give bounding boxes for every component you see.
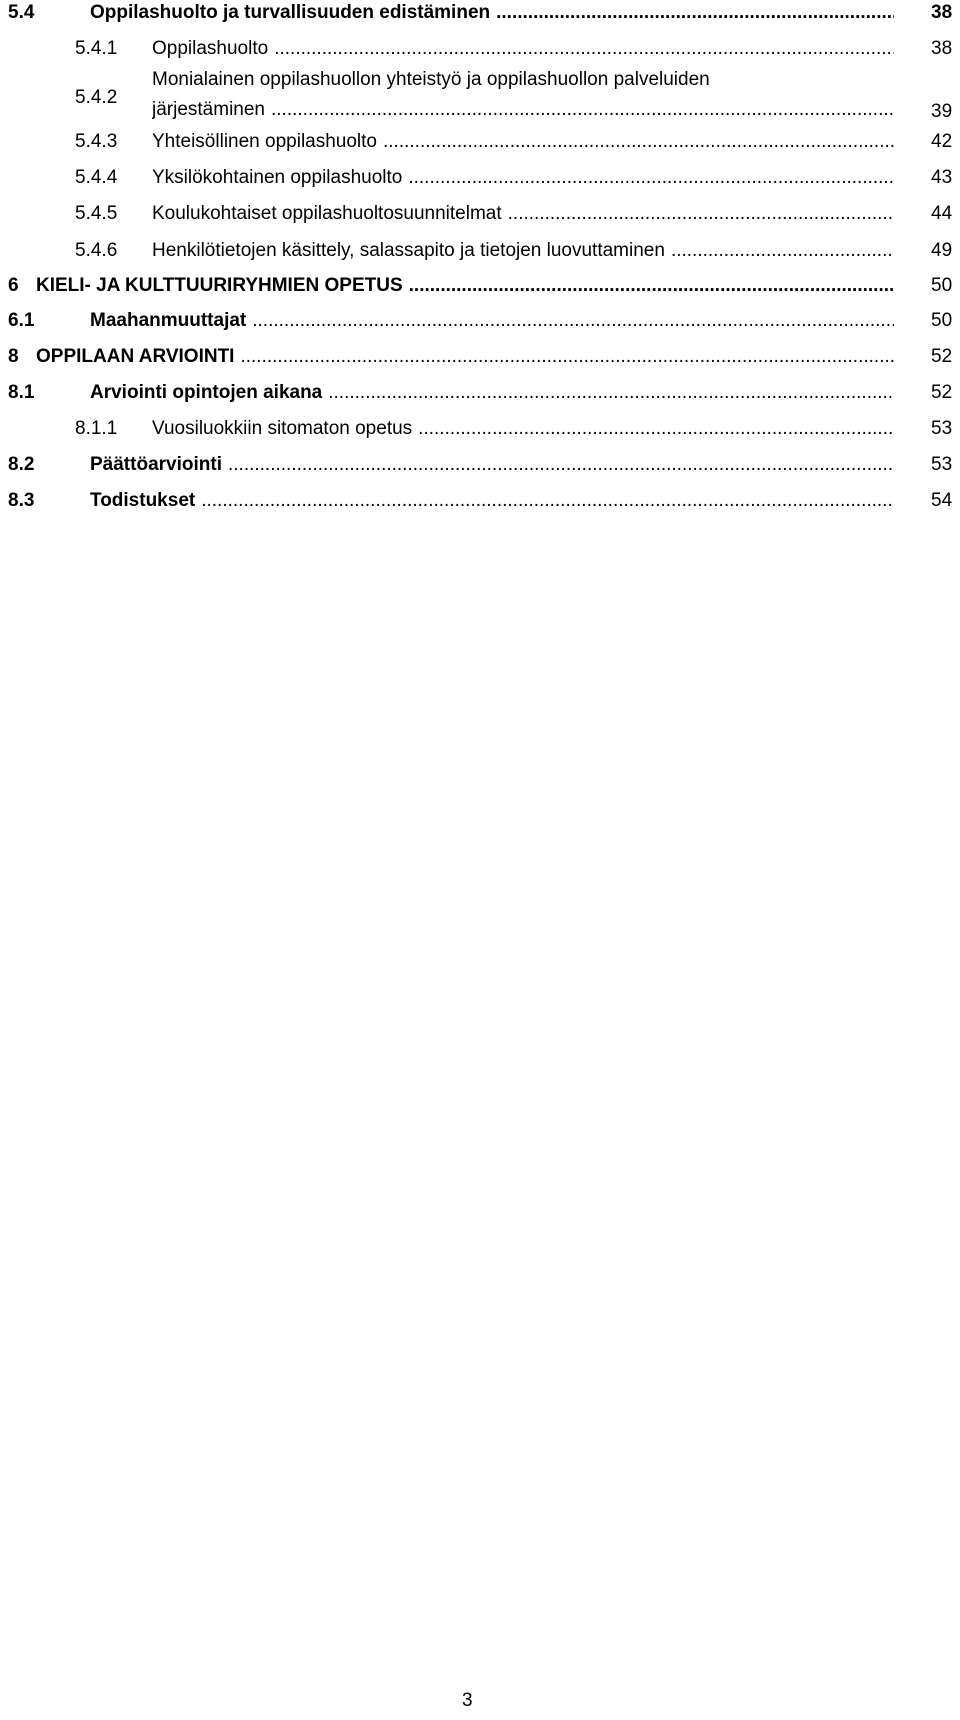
toc-entry-page: 44 xyxy=(931,203,953,224)
page-number-text: 3 xyxy=(462,1690,473,1711)
toc-entry-page: 49 xyxy=(931,240,953,261)
toc-entry[interactable] xyxy=(0,484,960,518)
toc-entry-page: 50 xyxy=(931,310,953,331)
toc-entry-title xyxy=(152,65,894,125)
toc-entry[interactable] xyxy=(0,65,960,129)
toc-entry[interactable] xyxy=(0,448,960,482)
toc-entry-page: 38 xyxy=(931,2,953,23)
toc-entry[interactable] xyxy=(0,234,960,268)
toc-entry-number: 8.2 xyxy=(8,454,35,475)
toc-entry-page: 53 xyxy=(931,454,953,475)
toc-entry-title: Arviointi opintojen aikana ..... xyxy=(90,376,894,410)
toc-entry-page: 42 xyxy=(931,131,953,152)
toc-entry-title: Päättöarviointi ..... xyxy=(90,448,894,482)
toc-entry-number: 5.4.4 xyxy=(75,167,118,188)
toc-entry-title-line1: Monialainen oppilashuollon yhteistyö ja oppilashuollon palveluiden xyxy=(152,69,710,90)
toc-entry-title: Yhteisöllinen oppilashuolto ..... xyxy=(152,125,894,159)
toc-entry[interactable] xyxy=(0,197,960,231)
toc-entry-title-line2: järjestäminen xyxy=(152,99,265,120)
toc-entry[interactable] xyxy=(0,161,960,195)
toc-entry-title: Todistukset ..... xyxy=(90,484,894,518)
toc-entry[interactable] xyxy=(0,269,960,303)
toc-entry-title: Henkilötietojen käsittely, salassapito ja tietojen luovuttaminen ..... xyxy=(152,234,894,268)
toc-entry-title: KIELI- JA KULTTUURIRYHMIEN OPETUS ..... xyxy=(36,269,894,303)
toc-entry-page: 53 xyxy=(931,418,953,439)
toc-entry-page: 50 xyxy=(931,275,953,296)
toc-entry-number: 5.4.3 xyxy=(75,131,118,152)
toc-entry-number: 8.1.1 xyxy=(75,418,118,439)
toc-entry-number: 5.4.5 xyxy=(75,203,118,224)
toc-entry-number: 5.4.1 xyxy=(75,38,118,59)
toc-entry-title: Oppilashuolto ja turvallisuuden edistäminen ..... xyxy=(90,0,894,30)
toc-entry-page: 52 xyxy=(931,382,953,403)
toc-entry[interactable] xyxy=(0,412,960,446)
toc-entry-number: 6 xyxy=(8,275,19,296)
toc-entry[interactable] xyxy=(0,340,960,374)
toc-entry[interactable] xyxy=(0,125,960,159)
toc-entry[interactable] xyxy=(0,376,960,410)
toc-entry[interactable] xyxy=(0,32,960,66)
toc-entry-title: Vuosiluokkiin sitomaton opetus ..... xyxy=(152,412,894,446)
toc-entry-page: 54 xyxy=(931,490,953,511)
toc-entry-number: 8.1 xyxy=(8,382,35,403)
toc-entry-number: 8.3 xyxy=(8,490,35,511)
toc-entry-page: 39 xyxy=(931,101,953,122)
toc-entry-page: 43 xyxy=(931,167,953,188)
toc-entry-number: 5.4.6 xyxy=(75,240,118,261)
toc-entry-page: 38 xyxy=(931,38,953,59)
toc-entry-title: Oppilashuolto ..... xyxy=(152,32,894,66)
toc-entry-number: 5.4.2 xyxy=(75,87,118,108)
toc-entry-title: OPPILAAN ARVIOINTI ..... xyxy=(36,340,894,374)
toc-entry-title: Koulukohtaiset oppilashuoltosuunnitelmat ..... xyxy=(152,197,894,231)
toc-entry[interactable] xyxy=(0,0,960,30)
toc-entry[interactable] xyxy=(0,304,960,338)
toc-entry-number: 5.4 xyxy=(8,2,35,23)
toc-entry-number: 8 xyxy=(8,346,19,367)
toc-entry-number: 6.1 xyxy=(8,310,35,331)
toc-entry-page: 52 xyxy=(931,346,953,367)
toc-entry-title: Maahanmuuttajat ..... xyxy=(90,304,894,338)
toc-entry-title: Yksilökohtainen oppilashuolto ..... xyxy=(152,161,894,195)
